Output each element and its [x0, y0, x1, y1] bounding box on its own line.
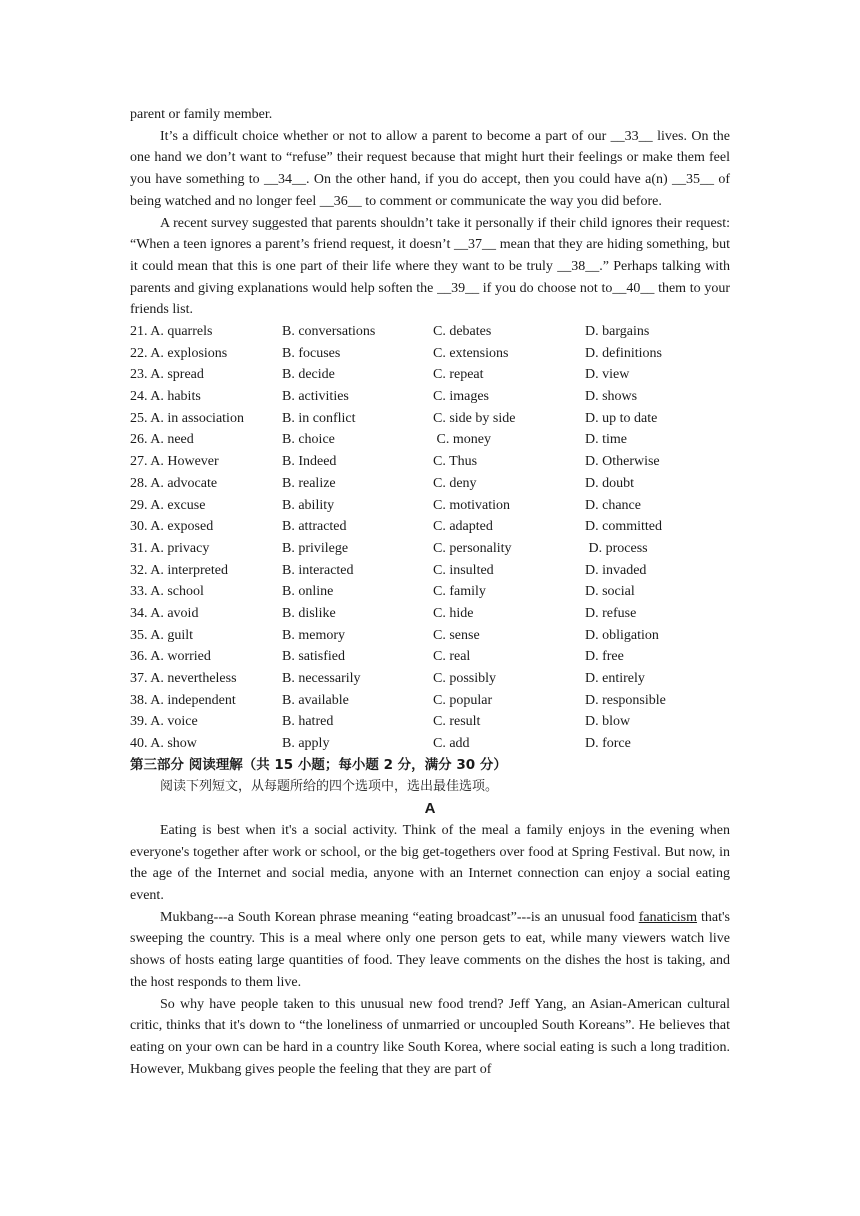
- option-b: B. hatred: [282, 714, 334, 730]
- passage-paragraph-2: [130, 907, 730, 994]
- option-b: B. focuses: [282, 345, 341, 361]
- option-a: [130, 560, 282, 582]
- option-a: [130, 343, 282, 365]
- option-a-text: A. excuse: [150, 497, 206, 513]
- option-b: B. in conflict: [282, 410, 356, 426]
- option-b: B. satisfied: [282, 649, 345, 665]
- option-b: B. attracted: [282, 519, 347, 535]
- option-b: B. memory: [282, 627, 345, 643]
- option-c: C. personality: [433, 540, 512, 556]
- option-a: [130, 429, 282, 451]
- option-b: B. available: [282, 692, 349, 708]
- option-b: B. ability: [282, 497, 335, 513]
- option-b: B. apply: [282, 736, 330, 752]
- option-c: C. repeat: [433, 367, 484, 383]
- option-a-text: A. worried: [150, 649, 211, 665]
- option-d: D. definitions: [585, 345, 662, 361]
- option-row: [130, 581, 730, 603]
- option-a: [130, 321, 282, 343]
- option-row: [130, 646, 730, 668]
- option-d: D. blow: [585, 714, 631, 730]
- option-a: [130, 668, 282, 690]
- option-a: [130, 538, 282, 560]
- option-row: [130, 321, 730, 343]
- option-b: B. Indeed: [282, 454, 337, 470]
- option-d: D. free: [585, 649, 624, 665]
- option-a-text: A. advocate: [150, 475, 218, 491]
- option-b: B. dislike: [282, 605, 336, 621]
- option-b: B. necessarily: [282, 671, 361, 687]
- option-row: [130, 343, 730, 365]
- passage-paragraph-1: Eating is best when it's a social activity. Think of the meal a family enjoys in the evening when everyone's together after work or school, or the big get-togethers over food at Spring Festival. But now, in the age of the Internet and social media, anyone with an Internet connection can enjoy a social eating event.: [130, 822, 730, 903]
- underlined-word: fanaticism: [638, 909, 698, 925]
- option-b: B. decide: [282, 367, 335, 383]
- option-a: [130, 581, 282, 603]
- option-row: [130, 625, 730, 647]
- option-row: [130, 386, 730, 408]
- option-a-text: A. quarrels: [150, 324, 213, 340]
- option-a-text: A. avoid: [150, 605, 199, 621]
- option-c: C. result: [433, 714, 481, 730]
- option-a: [130, 733, 282, 755]
- question-number: 35.: [130, 627, 148, 643]
- option-a: [130, 690, 282, 712]
- option-a-text: A. in association: [150, 410, 244, 426]
- question-number: 32.: [130, 562, 148, 578]
- option-row: [130, 408, 730, 430]
- option-b: B. interacted: [282, 562, 354, 578]
- option-c: C. possibly: [433, 671, 497, 687]
- exam-page: [130, 104, 730, 1080]
- option-row: [130, 668, 730, 690]
- option-d: D. doubt: [585, 475, 634, 491]
- option-b: B. choice: [282, 432, 335, 448]
- option-a-text: A. However: [150, 454, 219, 470]
- option-c: C. extensions: [433, 345, 509, 361]
- option-row: [130, 451, 730, 473]
- option-d: D. Otherwise: [585, 454, 660, 470]
- option-a: [130, 516, 282, 538]
- option-a: [130, 495, 282, 517]
- question-number: 23.: [130, 367, 148, 383]
- option-d: D. force: [585, 736, 631, 752]
- option-b: B. privilege: [282, 540, 349, 556]
- option-d: D. bargains: [585, 324, 650, 340]
- option-row: [130, 538, 730, 560]
- question-number: 37.: [130, 671, 148, 687]
- section-instruction: 阅读下列短文，从每题所给的四个选项中，选出最佳选项。: [160, 779, 499, 795]
- option-c: C. debates: [433, 324, 492, 340]
- option-a-text: A. need: [150, 432, 194, 448]
- option-a-text: A. spread: [150, 367, 204, 383]
- option-row: [130, 711, 730, 733]
- option-a-text: A. nevertheless: [150, 671, 237, 687]
- cloze-lead-line: parent or family member.: [130, 107, 273, 122]
- passage-letter: A: [424, 800, 436, 818]
- option-row: [130, 364, 730, 386]
- option-a-text: A. habits: [150, 389, 201, 405]
- passage-paragraph-3: So why have people taken to this unusual new food trend? Jeff Yang, an Asian-American cultural critic, thinks that it's down to “the loneliness of unmarried or uncoupled South Koreans”. He believes that eating on your own can be hard in a country like South Korea, where social eating is such a long tradition. However, Mukbang gives people the feeling that they are part of: [130, 996, 730, 1077]
- option-a: [130, 408, 282, 430]
- option-a-text: A. show: [150, 736, 197, 752]
- option-b: B. activities: [282, 389, 349, 405]
- question-number: 22.: [130, 345, 148, 361]
- question-number: 24.: [130, 389, 148, 405]
- option-d: D. view: [585, 367, 630, 383]
- option-row: [130, 733, 730, 755]
- option-d: D. up to date: [585, 410, 658, 426]
- option-row: [130, 495, 730, 517]
- question-number: 26.: [130, 432, 148, 448]
- option-c: C. hide: [433, 605, 474, 621]
- passage-text: Mukbang---a South Korean phrase meaning “eating broadcast”---is an unusual food: [160, 909, 639, 925]
- option-b: B. conversations: [282, 324, 376, 340]
- option-d: D. entirely: [585, 671, 645, 687]
- option-c: C. Thus: [433, 454, 478, 470]
- option-d: D. shows: [585, 389, 638, 405]
- option-a-text: A. guilt: [150, 627, 194, 643]
- question-number: 36.: [130, 649, 148, 665]
- option-a: [130, 625, 282, 647]
- option-b: B. realize: [282, 475, 336, 491]
- option-c: C. insulted: [433, 562, 494, 578]
- option-a-text: A. voice: [150, 714, 198, 730]
- option-b: B. online: [282, 584, 334, 600]
- option-a: [130, 451, 282, 473]
- question-number: 29.: [130, 497, 148, 513]
- question-number: 38.: [130, 692, 148, 708]
- option-row: [130, 603, 730, 625]
- option-c: C. money: [433, 432, 491, 448]
- option-c: C. images: [433, 389, 489, 405]
- question-number: 34.: [130, 605, 148, 621]
- option-d: D. process: [585, 540, 648, 556]
- option-c: C. adapted: [433, 519, 493, 535]
- option-a-text: A. interpreted: [150, 562, 228, 578]
- option-d: D. refuse: [585, 605, 637, 621]
- option-c: C. side by side: [433, 410, 516, 426]
- question-number: 40.: [130, 736, 148, 752]
- question-number: 31.: [130, 540, 148, 556]
- option-a-text: A. exposed: [150, 519, 214, 535]
- option-d: D. social: [585, 584, 635, 600]
- question-number: 33.: [130, 584, 148, 600]
- question-number: 28.: [130, 475, 148, 491]
- option-c: C. add: [433, 736, 470, 752]
- question-number: 25.: [130, 410, 148, 426]
- option-row: [130, 690, 730, 712]
- question-number: 21.: [130, 324, 148, 340]
- option-c: C. motivation: [433, 497, 510, 513]
- question-number: 39.: [130, 714, 148, 730]
- option-a: [130, 646, 282, 668]
- option-row: [130, 473, 730, 495]
- option-d: D. time: [585, 432, 627, 448]
- cloze-paragraph-2: A recent survey suggested that parents shouldn’t take it personally if their child ignores their request: “When a teen ignores a parent’s friend request, it doesn’t __37__ mean that they are hiding something, but it could mean that this is one part of their life where they want to be truly __38__.” Perhaps talking with parents and giving explanations would help soften the __39__ if you do choose not to__40__ them to your friends list.: [130, 215, 730, 318]
- option-c: C. family: [433, 584, 486, 600]
- passage-text: that's sweeping the country. This is a meal where only one person gets to eat, while many viewers watch live shows of hosts eating large quantities of food. They leave comments on the dishes the host is taking, and the host responds to them live.: [130, 909, 730, 990]
- question-number: 30.: [130, 519, 148, 535]
- answer-options: [130, 321, 730, 755]
- option-d: D. responsible: [585, 692, 666, 708]
- option-a: [130, 473, 282, 495]
- question-number: 27.: [130, 454, 148, 470]
- option-row: [130, 516, 730, 538]
- option-d: D. obligation: [585, 627, 659, 643]
- option-row: [130, 560, 730, 582]
- option-d: D. committed: [585, 519, 662, 535]
- option-c: C. deny: [433, 475, 477, 491]
- option-a: [130, 711, 282, 733]
- option-a: [130, 603, 282, 625]
- cloze-paragraph-1: It’s a difficult choice whether or not to allow a parent to become a part of our __33__ lives. On the one hand we don’t want to “refuse” their request because that might hurt their feelings or make them feel you have something to __34__. On the other hand, if you do accept, then you could have a(n) __35__ of being watched and no longer feel __36__ to comment or communicate the way you did before.: [130, 128, 730, 209]
- option-d: D. invaded: [585, 562, 647, 578]
- option-a-text: A. privacy: [150, 540, 210, 556]
- option-c: C. sense: [433, 627, 480, 643]
- option-a: [130, 386, 282, 408]
- section-heading: 第三部分 阅读理解（共 15 小题；每小题 2 分，满分 30 分）: [130, 756, 507, 773]
- option-a-text: A. independent: [150, 692, 236, 708]
- option-c: C. real: [433, 649, 471, 665]
- option-a: [130, 364, 282, 386]
- option-d: D. chance: [585, 497, 641, 513]
- option-row: [130, 429, 730, 451]
- option-a-text: A. school: [150, 584, 204, 600]
- option-c: C. popular: [433, 692, 493, 708]
- option-a-text: A. explosions: [150, 345, 228, 361]
